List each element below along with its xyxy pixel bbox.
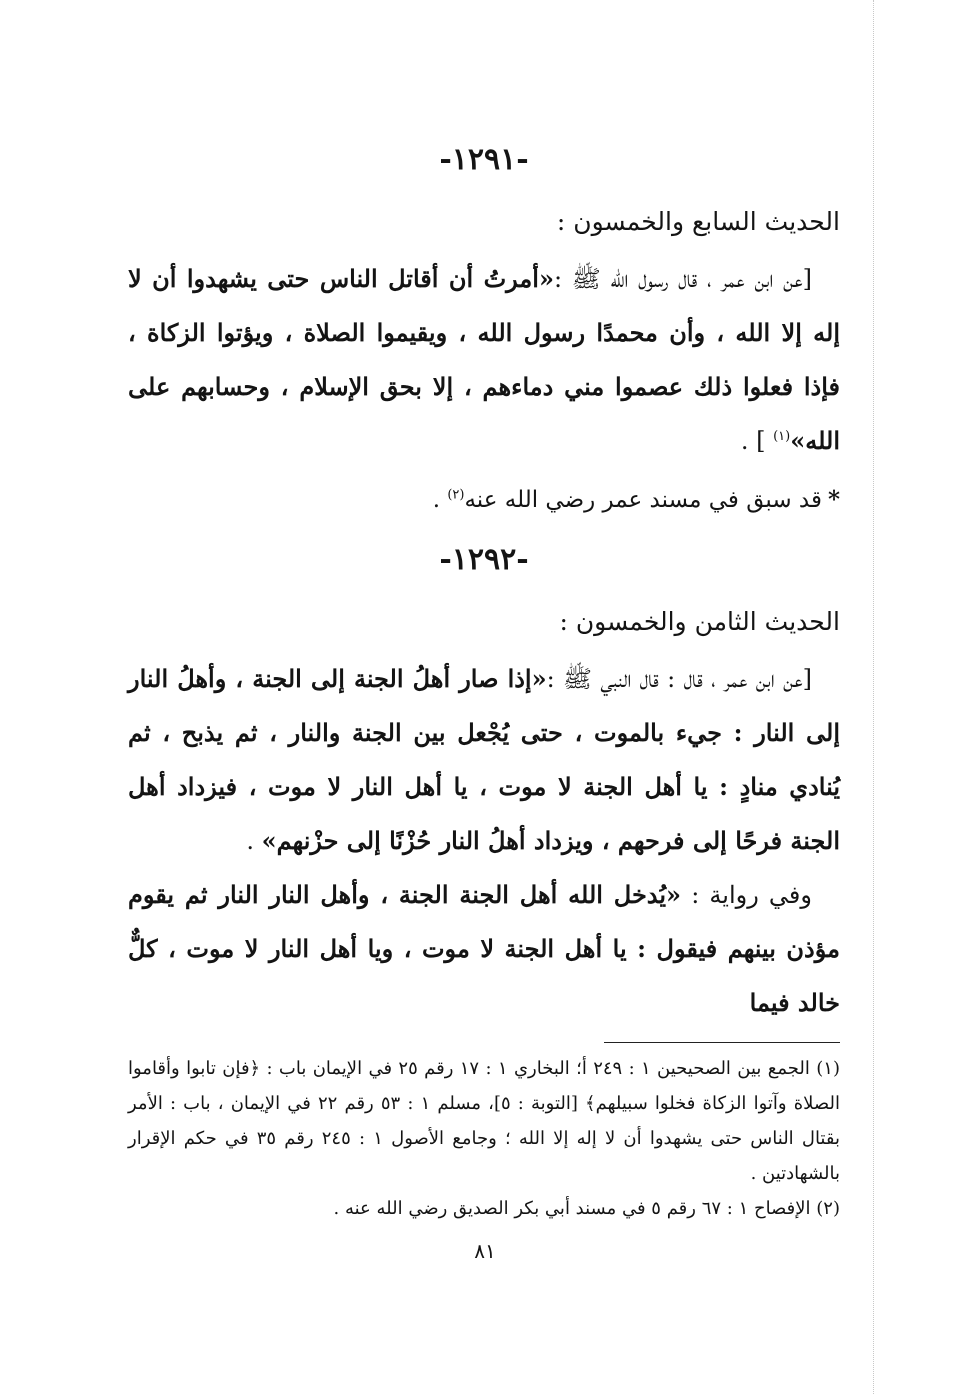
hadith-intro: [عن ابن عمر ، قال : قال النبي ﷺ :	[546, 665, 812, 693]
scan-edge-line	[873, 0, 874, 1394]
hadith-quote: «أمرتُ أن أقاتل الناس حتى يشهدوا أن لا إله إلا الله ، وأن محمدًا رسول الله ، ويقيموا الصلاة ، ويؤتوا الزكاة ، فإذا فعلوا ذلك عصموا مني دماءهم ، إلا بحق الإسلام ، وحسابهم على الله»	[128, 264, 840, 455]
page-content	[128, 140, 840, 1226]
note-text: قد سبق في مسند عمر رضي الله عنه	[464, 487, 822, 513]
footnote-1: (١) الجمع بين الصحيحين ١ : ٢٤٩ أ؛ البخاري ١ : ١٧ رقم ٢٥ في الإيمان باب : ﴿فإن تابوا وأقاموا الصلاة وآتوا الزكاة فخلوا سبيلهم﴾ [التوبة : ٥]، مسلم ١ : ٥٣ رقم ٢٢ في الإيمان ، باب : الأمر بقتال الناس حتى يشهدوا أن لا إله إلا الله ؛ وجامع الأصول ١ : ٢٤٥ رقم ٣٥ في حكم الإقرار بالشهادتين .	[128, 1058, 840, 1184]
hadith-heading-57: الحديث السابع والخمسون :	[556, 207, 840, 236]
footnote-ref-2: (٢)	[447, 487, 465, 503]
cross-reference-note	[128, 478, 840, 522]
hadith-closing: .	[246, 827, 262, 855]
hadith-number-1291: -١٢٩١-	[439, 142, 529, 177]
footnotes	[128, 1051, 840, 1226]
hadith-intro: [عن ابن عمر ، قال رسول الله ﷺ :	[553, 265, 812, 293]
hadith-closing: ] .	[740, 427, 774, 455]
hadith-quote: «إذا صار أهلُ الجنة إلى الجنة ، وأهلُ النار إلى النار : جيء بالموت ، حتى يُجْعل بين الجنة والنار ، ثم يذبح ، ثم يُنادي منادٍ : يا أهل الجنة لا موت ، يا أهل النار لا موت ، فيزداد أهل الجنة فرحًا إلى فرحهم ، ويزداد أهلُ النار حُزْنًا إلى حزْنهم»	[128, 664, 840, 855]
page-number: ٨١	[474, 1239, 496, 1263]
hadith-text-1291	[128, 252, 840, 468]
hadith-heading-58: الحديث الثامن والخمسون :	[559, 607, 840, 636]
riwaya-text	[128, 868, 840, 1030]
footnote-2: (٢) الإفصاح ١ : ٦٧ رقم ٥ في مسند أبي بكر الصديق رضي الله عنه .	[333, 1198, 840, 1219]
footnote-ref-1: (١)	[773, 429, 791, 444]
hadith-text-1292	[128, 652, 840, 868]
hadith-number-1292: -١٢٩٢-	[439, 542, 529, 577]
riwaya-intro: وفي رواية :	[691, 881, 812, 909]
footnote-separator	[604, 1042, 840, 1043]
note-closing: .	[432, 487, 448, 513]
riwaya-quote: «يُدخل الله أهل الجنة الجنة ، وأهل النار النار ثم يقوم مؤذن بينهم فيقول : يا أهل الجنة لا موت ، ويا أهل النار لا موت ، كلٌّ خالد فيما	[128, 880, 840, 1017]
star-bullet: *	[827, 486, 840, 513]
